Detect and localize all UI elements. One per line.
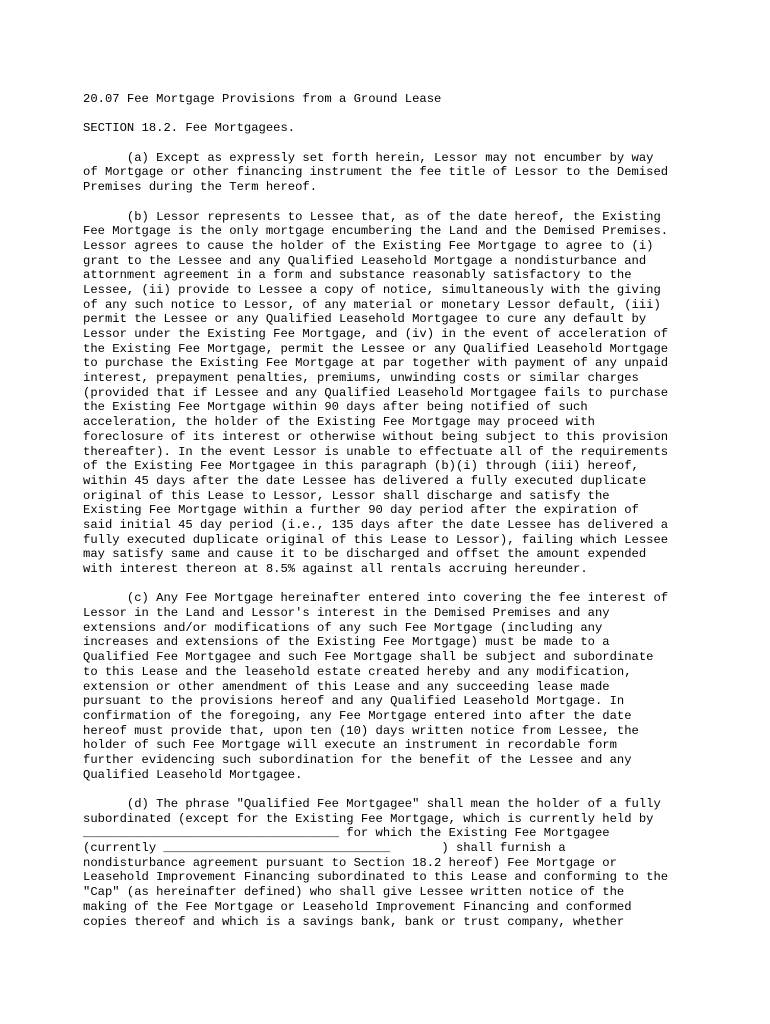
paragraph-line: within 45 days after the date Lessee has delivered a fully executed duplicate — [83, 473, 647, 488]
document-page — [83, 92, 703, 929]
paragraph-line: Qualified Fee Mortgagee and such Fee Mortgage shall be subject and subordinate — [83, 650, 654, 665]
paragraph-line: "Cap" (as hereinafter defined) who shall give Lessee written notice of the — [83, 885, 625, 900]
paragraph-line: (d) The phrase "Qualified Fee Mortgagee" shall mean the holder of a fully — [83, 797, 661, 811]
section-heading: SECTION 18.2. Fee Mortgagees. — [83, 121, 296, 136]
paragraph-line: (b) Lessor represents to Lessee that, as of the date hereof, the Existing — [83, 209, 661, 224]
paragraph-line: making of the Fee Mortgage or Leasehold Improvement Financing and conformed — [83, 899, 632, 914]
paragraph-line: of the Existing Fee Mortgagee in this paragraph (b)(i) through (iii) hereof, — [83, 459, 639, 474]
paragraph-line: may satisfy same and cause it to be discharged and offset the amount expended — [83, 547, 647, 562]
paragraph-line: confirmation of the foregoing, any Fee Mortgage entered into after the date — [83, 708, 632, 723]
paragraph-a — [83, 151, 703, 195]
spacer — [83, 136, 703, 151]
paragraph-line: Existing Fee Mortgage within a further 90 day period after the expiration of — [83, 503, 639, 518]
paragraph-line: Qualified Leasehold Mortgagee. — [83, 767, 303, 782]
paragraph-d — [83, 797, 703, 929]
paragraph-line: (c) Any Fee Mortgage hereinafter entered into covering the fee interest of — [83, 591, 669, 606]
document-body — [83, 151, 703, 929]
paragraph-line: attornment agreement in a form and substance reasonably satisfactory to the — [83, 268, 632, 283]
document-title: 20.07 Fee Mortgage Provisions from a Ground Lease — [83, 92, 442, 106]
paragraph-line: Fee Mortgage is the only mortgage encumbering the Land and the Demised Premises. — [83, 224, 669, 239]
paragraph-line: extension or other amendment of this Lease and any succeeding lease made — [83, 679, 610, 694]
paragraph-b — [83, 210, 703, 577]
paragraph-line: further evidencing such subordination for the benefit of the Lessee and any — [83, 752, 632, 767]
paragraph-line: hereof must provide that, upon ten (10) days written notice from Lessee, the — [83, 723, 639, 738]
paragraph-line: of Mortgage or other financing instrument the fee title of Lessor to the Demised — [83, 165, 669, 180]
paragraph-line: (currently _______________________________ ) shall furnish a — [83, 841, 566, 856]
paragraph-line: fully executed duplicate original of this Lease to Lessor), failing which Lessee — [83, 532, 669, 547]
paragraph-line: subordinated (except for the Existing Fee Mortgage, which is currently held by — [83, 811, 654, 826]
paragraph-line: the Existing Fee Mortgage, permit the Lessee or any Qualified Leasehold Mortgage — [83, 341, 669, 356]
paragraph-line: copies thereof and which is a savings bank, bank or trust company, whether — [83, 914, 625, 929]
paragraph-line: acceleration, the holder of the Existing Fee Mortgage may proceed with — [83, 415, 595, 430]
paragraph-line: pursuant to the provisions hereof and any Qualified Leasehold Mortgage. In — [83, 694, 625, 709]
paragraph-line: extensions and/or modifications of any such Fee Mortgage (including any — [83, 620, 603, 635]
paragraph-line: of any such notice to Lessor, of any material or monetary Lessor default, (iii) — [83, 297, 661, 312]
paragraph-line: holder of such Fee Mortgage will execute an instrument in recordable form — [83, 738, 617, 753]
paragraph-line: (provided that if Lessee and any Qualified Leasehold Mortgagee fails to purchase — [83, 385, 669, 400]
spacer — [83, 577, 703, 592]
paragraph-line: interest, prepayment penalties, premiums, unwinding costs or similar charges — [83, 371, 639, 386]
paragraph-line: grant to the Lessee and any Qualified Leasehold Mortgage a nondisturbance and — [83, 253, 647, 268]
paragraph-line: the Existing Fee Mortgage within 90 days after being notified of such — [83, 400, 588, 415]
paragraph-line: Lessor under the Existing Fee Mortgage, and (iv) in the event of acceleration of — [83, 327, 669, 341]
paragraph-c — [83, 591, 703, 782]
paragraph-line: ___________________________________ for which the Existing Fee Mortgagee — [83, 826, 610, 841]
spacer — [83, 195, 703, 210]
paragraph-line: Leasehold Improvement Financing subordinated to this Lease and conforming to the — [83, 870, 669, 885]
paragraph-line: Lessee, (ii) provide to Lessee a copy of notice, simultaneously with the giving — [83, 282, 661, 297]
paragraph-line: with interest thereon at 8.5% against all rentals accruing hereunder. — [83, 562, 588, 576]
paragraph-line: thereafter). In the event Lessor is unable to effectuate all of the requirements — [83, 444, 669, 459]
paragraph-line: to purchase the Existing Fee Mortgage at par together with payment of any unpaid — [83, 356, 669, 371]
paragraph-line: said initial 45 day period (i.e., 135 days after the date Lessee has delivered a — [83, 517, 669, 532]
paragraph-line: Premises during the Term hereof. — [83, 180, 318, 195]
paragraph-line: permit the Lessee or any Qualified Leasehold Mortgagee to cure any default by — [83, 312, 647, 327]
paragraph-line: nondisturbance agreement pursuant to Section 18.2 hereof) Fee Mortgage or — [83, 855, 617, 870]
spacer — [83, 782, 703, 797]
paragraph-line: Lessor agrees to cause the holder of the Existing Fee Mortgage to agree to (i) — [83, 238, 654, 253]
paragraph-line: foreclosure of its interest or otherwise without being subject to this provision — [83, 429, 669, 444]
paragraph-line: Lessor in the Land and Lessor's interest in the Demised Premises and any — [83, 606, 610, 621]
paragraph-line: increases and extensions of the Existing Fee Mortgage) must be made to a — [83, 635, 610, 650]
paragraph-line: to this Lease and the leasehold estate created hereby and any modification, — [83, 664, 632, 679]
spacer — [83, 107, 703, 122]
paragraph-line: original of this Lease to Lessor, Lessor shall discharge and satisfy the — [83, 488, 610, 503]
paragraph-line: (a) Except as expressly set forth herein, Lessor may not encumber by way — [83, 150, 654, 165]
